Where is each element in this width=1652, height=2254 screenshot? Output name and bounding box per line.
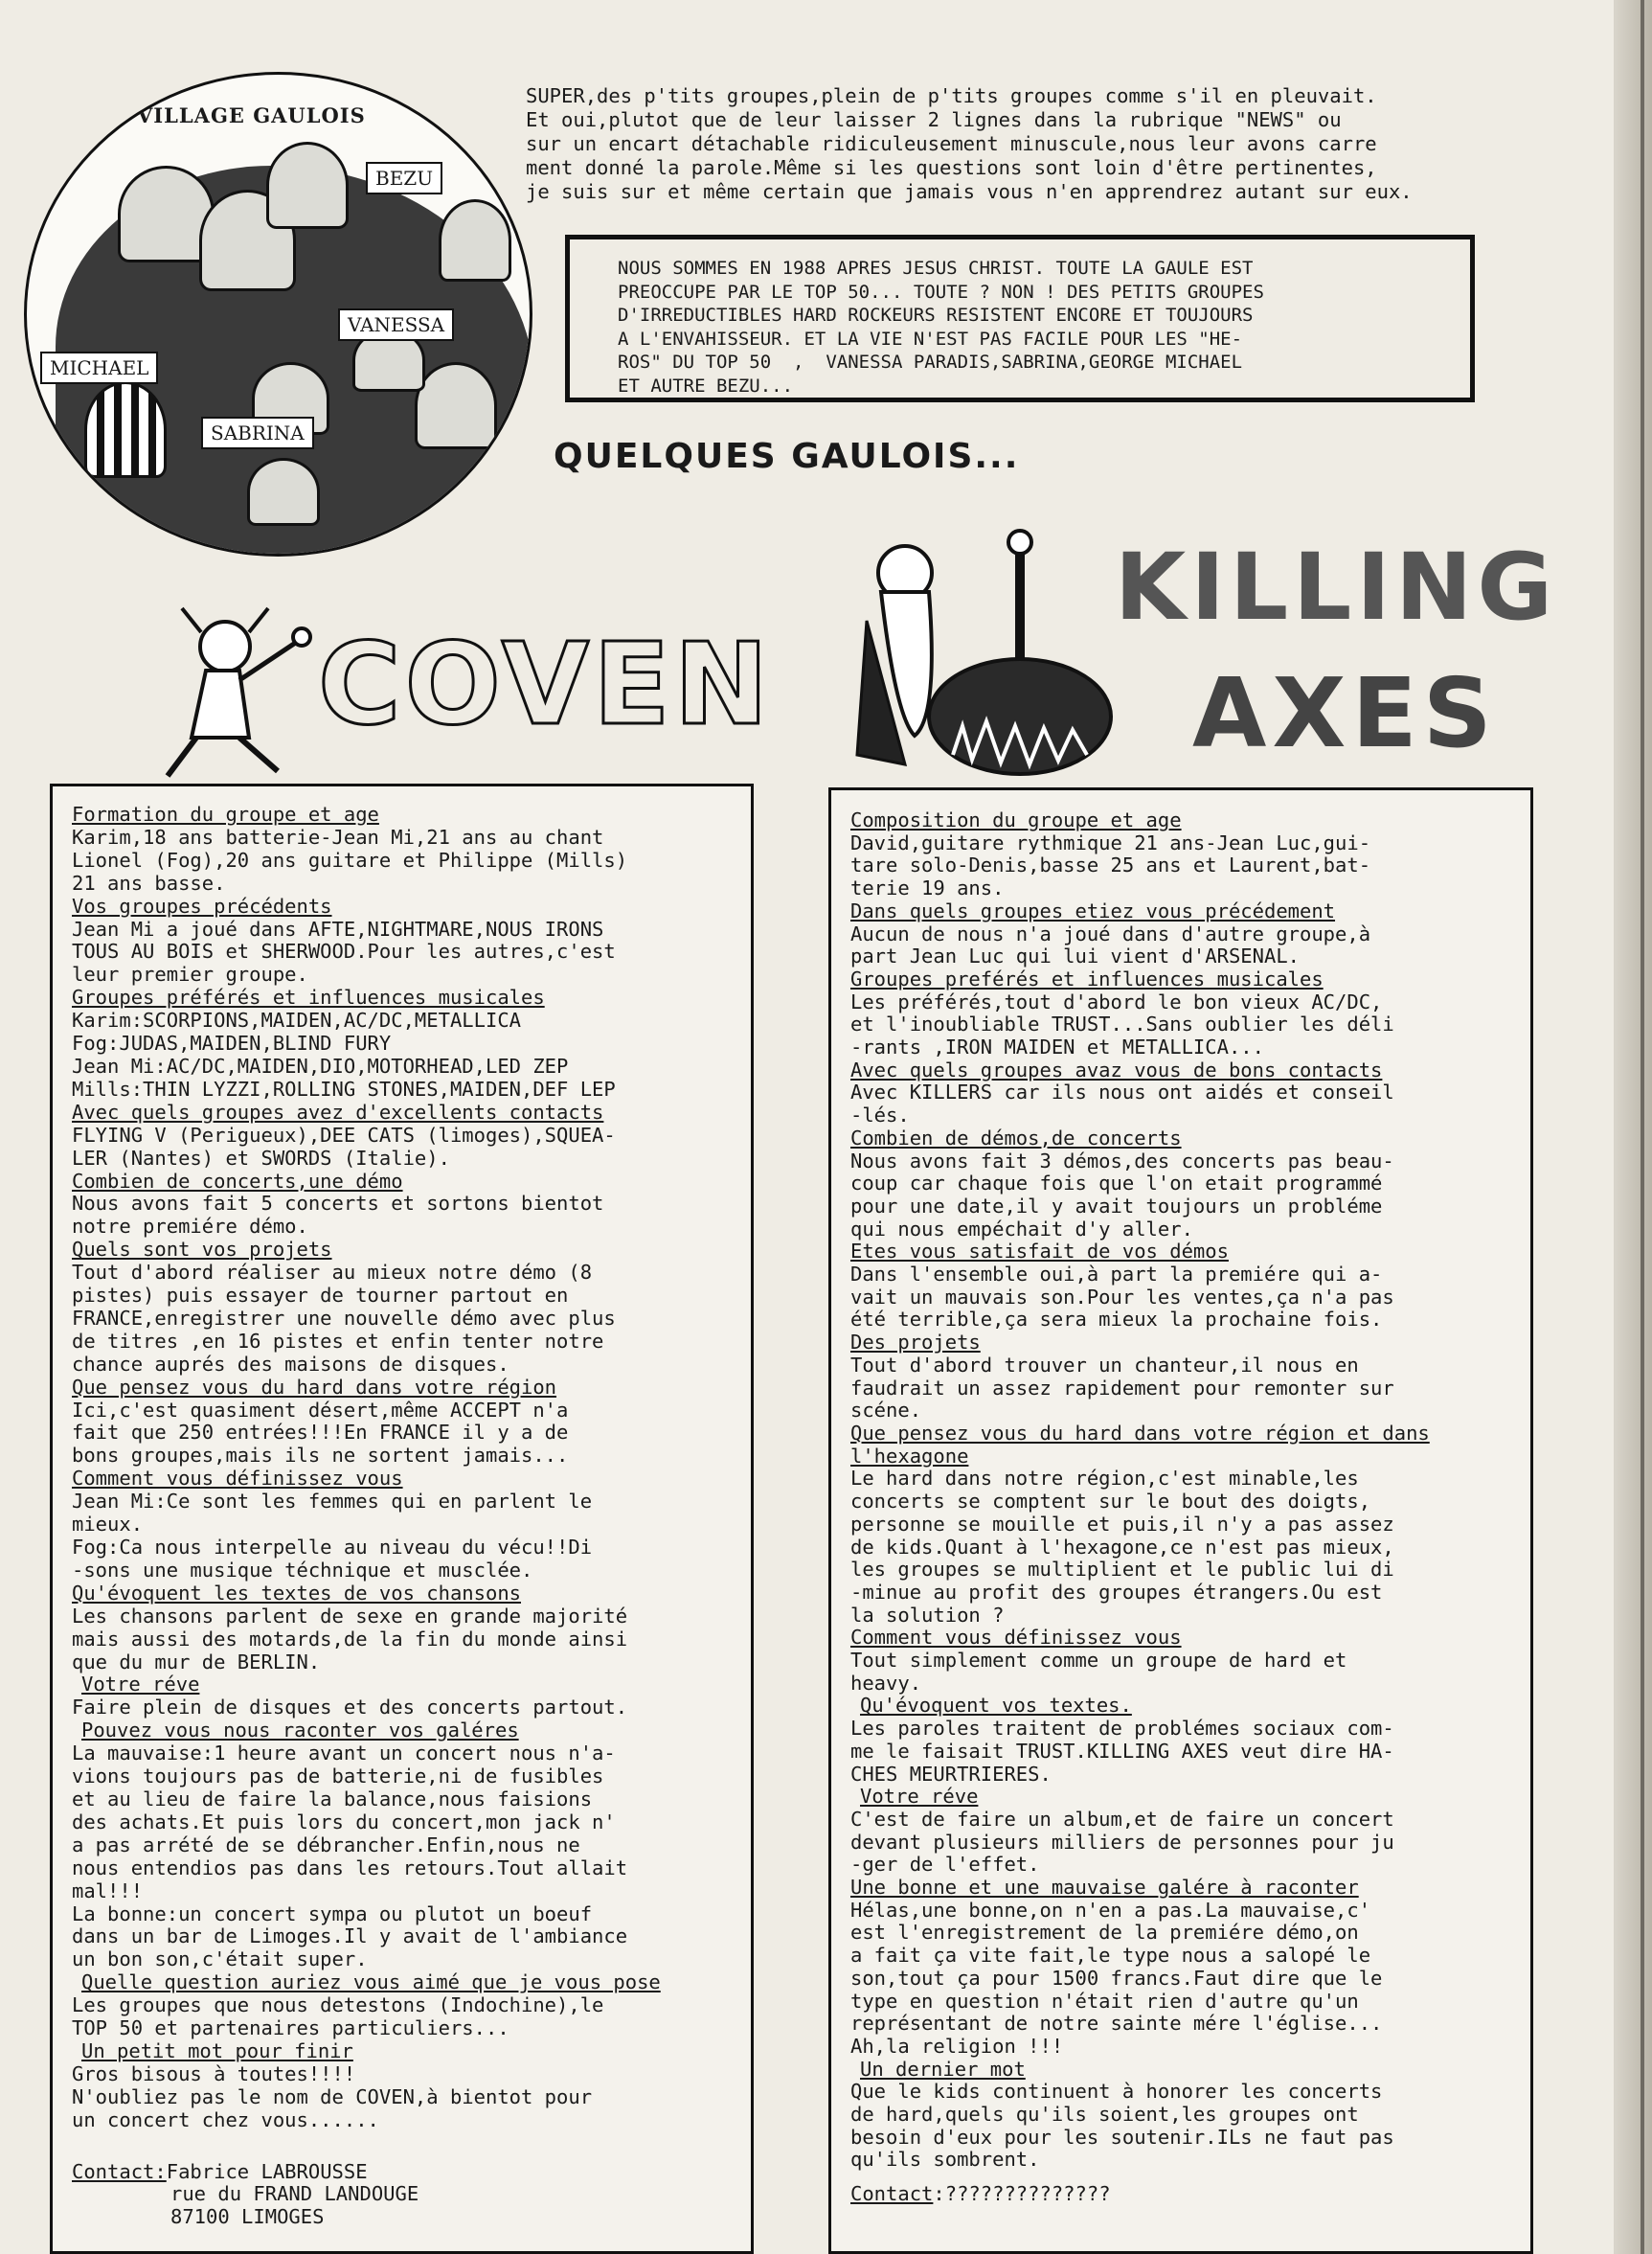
frame-line: PREOCCUPE PAR LE TOP 50... TOUTE ? NON ! DES PETITS GROUPES — [618, 281, 1264, 303]
interview-answer: Le hard dans notre région,c'est minable,les concerts se comptent sur le bout des doigts, personne se mouille et puis,il n'y a pas assez de kids.Quant à l'hexagone,ce n'est pas mieux, les groupes se multiplient et le public lui di -minue au profit des groupes étrangers.Ou est la solution ? — [850, 1467, 1394, 1627]
frame-line: ROS" DU TOP 50 , VANESSA PARADIS,SABRINA,GEORGE MICHAEL — [618, 352, 1243, 373]
page-edge-shadow — [1614, 0, 1652, 2254]
interview-question: Quelle question auriez vous aimé que je vous pose — [81, 1970, 661, 1994]
contact-address-line: rue du FRAND LANDOUGE — [170, 2182, 419, 2206]
village-label-michael: MICHAEL — [40, 352, 158, 384]
section-title: QUELQUES GAULOIS... — [554, 437, 1020, 476]
coven-interview-box — [50, 784, 754, 2254]
interview-answer: C'est de faire un album,et de faire un concert devant plusieurs milliers de personnes pour ju -ger de l'effet. — [850, 1807, 1394, 1877]
killing-axes-interview-box — [828, 787, 1533, 2254]
contact-address-line: 87100 LIMOGES — [170, 2205, 325, 2229]
interview-answer: Les paroles traitent de problémes sociaux com- me le faisait TRUST.KILLING AXES veut dire HA- CHES MEURTRIERES. — [850, 1717, 1394, 1786]
coven-logo: COVEN — [318, 618, 773, 750]
interview-answer: Hélas,une bonne,on n'en a pas.La mauvaise,c' est l'enregistrement de la premiére démo,on a fait ça vite fait,le type nous a salopé le son,tout ça pour 1500 francs.Faut dire que le type en question n'était rien d'autre qu'un représentant de notre sainte mére l'église... Ah,la religion !!! — [850, 1898, 1383, 2058]
interview-answer: Faire plein de disques et des concerts partout. — [72, 1696, 628, 1719]
interview-answer: Karim,18 ans batterie-Jean Mi,21 ans au chant Lionel (Fog),20 ans guitare et Philippe (Mills) 21 ans basse. — [72, 825, 628, 895]
interview-question: Dans quels groupes etiez vous précédement — [850, 899, 1336, 922]
page-edge-line — [1641, 0, 1644, 2254]
hut-shape — [439, 199, 511, 282]
frame-line: D'IRREDUCTIBLES HARD ROCKEURS RESISTENT ENCORE ET TOUJOURS — [618, 305, 1254, 326]
frame-line: A L'ENVAHISSEUR. ET LA VIE N'EST PAS FACILE POUR LES "HE- — [618, 328, 1243, 350]
intro-line: je suis sur et même certain que jamais vous n'en apprendrez autant sur eux. — [526, 180, 1413, 203]
druid-figure — [848, 525, 1125, 788]
intro-line: SUPER,des p'tits groupes,plein de p'tits groupes comme s'il en pleuvait. — [526, 84, 1377, 107]
killing-axes-contact — [850, 2183, 1519, 2206]
interview-answer: Que le kids continuent à honorer les concerts de hard,quels qu'ils soient,les groupes ont besoin d'eux pour les soutenir.ILs ne faut pas qu'ils sombrent. — [850, 2080, 1394, 2172]
axes-logo: AXES — [1192, 657, 1498, 769]
village-label-bezu: BEZU — [366, 162, 442, 194]
interview-answer: Jean Mi a joué dans AFTE,NIGHTMARE,NOUS IRONS TOUS AU BOIS et SHERWOOD.Pour les autres,c'est leur premier groupe. — [72, 917, 616, 987]
interview-answer: La mauvaise:1 heure avant un concert nous n'a- vions toujours pas de batterie,ni de fusibles et au lieu de faire la balance,nous faisions des achats.Et puis lors du concert,mon jack n' a pas arrété de se débrancher.Enfin,nous ne nous entendios pas dans les retours.Tout allait mal!!! La bonne:un concert sympa ou plutot un boeuf dans un bar de Limoges.Il y avait de l'ambiance un bon son,c'était super. — [72, 1742, 628, 1971]
village-label-vanessa: VANESSA — [338, 308, 454, 341]
hut-shape — [247, 458, 320, 526]
interview-question: Des projets — [850, 1331, 981, 1355]
interview-question: Avec quels groupes avez d'excellents contacts — [72, 1100, 604, 1124]
interview-question: Pouvez vous nous raconter vos galéres — [81, 1719, 519, 1742]
intro-line: Et oui,plutot que de leur laisser 2 lignes dans la rubrique "NEWS" ou — [526, 108, 1342, 131]
hut-shape — [84, 381, 167, 478]
contact-label: Contact: — [72, 2159, 167, 2183]
interview-question: Un petit mot pour finir — [81, 2038, 353, 2062]
interview-question: Quels sont vos projets — [72, 1238, 332, 1262]
contact-label: Contact — [850, 2182, 934, 2206]
interview-answer: Ici,c'est quasiment désert,même ACCEPT n'a fait que 250 entrées!!!En FRANCE il y a de bons groupes,mais ils ne sortent jamais... — [72, 1398, 569, 1468]
interview-answer: Karim:SCORPIONS,MAIDEN,AC/DC,METALLICA Fog:JUDAS,MAIDEN,BLIND FURY Jean Mi:AC/DC,MAIDEN,DIO,MOTORHEAD,LED ZEP Mills:THIN LYZZI,ROLLING STONES,MAIDEN,DEF LEP — [72, 1009, 616, 1101]
coven-interview-content — [72, 804, 739, 2229]
interview-answer: Les préférés,tout d'abord le bon vieux AC/DC, et l'inoubliable TRUST...Sans oublier les déli -rants ,IRON MAIDEN et METALLICA... — [850, 990, 1394, 1059]
village-title: VILLAGE GAULOIS — [137, 103, 366, 127]
interview-question: Votre réve — [81, 1673, 200, 1696]
interview-question: Combien de démos,de concerts — [850, 1126, 1182, 1150]
interview-question: Qu'évoquent vos textes. — [860, 1694, 1132, 1718]
interview-question: Votre réve — [860, 1785, 979, 1809]
interview-question: Qu'évoquent les textes de vos chansons — [72, 1581, 521, 1605]
interview-question: Composition du groupe et age — [850, 808, 1182, 831]
hut-shape — [266, 142, 349, 229]
hut-shape — [415, 362, 497, 449]
interview-answer: FLYING V (Perigueux),DEE CATS (limoges),SQUEA- LER (Nantes) et SWORDS (Italie). — [72, 1123, 616, 1170]
interview-question: Groupes preférés et influences musicales — [850, 967, 1324, 990]
interview-question: Formation du groupe et age — [72, 803, 379, 826]
contact-value: :?????????????? — [933, 2182, 1111, 2206]
interview-answer: Avec KILLERS car ils nous ont aidés et conseil -lés. — [850, 1081, 1394, 1127]
interview-answer: Nous avons fait 3 démos,des concerts pas beau- coup car chaque fois que l'on etait programmé pour une date,il y avait toujours un probléme qui nous empéchait d'y aller. — [850, 1149, 1394, 1241]
contact-name: Fabrice LABROUSSE — [166, 2159, 368, 2183]
interview-question: Un dernier mot — [860, 2057, 1026, 2081]
gaul-warrior-figure — [134, 603, 316, 785]
interview-question: Une bonne et une mauvaise galére à raconter — [850, 1876, 1359, 1900]
interview-answer: Dans l'ensemble oui,à part la premiére qui a- vait un mauvais son.Pour les ventes,ça n'a pas été terrible,ça sera mieux la prochaine fois. — [850, 1263, 1394, 1332]
interview-answer: Tout d'abord réaliser au mieux notre démo (8 pistes) puis essayer de tourner partout en FRANCE,enregistrer une nouvelle démo avec plus de titres ,en 16 pistes et enfin tenter notre chance auprés des maisons de disques. — [72, 1261, 616, 1376]
intro-frame — [565, 235, 1475, 402]
interview-answer: Nous avons fait 5 concerts et sortons bientot notre premiére démo. — [72, 1192, 604, 1239]
interview-question: Combien de concerts,une démo — [72, 1169, 403, 1193]
interview-answer: Gros bisous à toutes!!!! N'oubliez pas le nom de COVEN,à bientot pour un concert chez vous...... — [72, 2061, 593, 2131]
interview-question: Que pensez vous du hard dans votre région et dans l'hexagone — [850, 1421, 1430, 1468]
killing-axes-interview-content — [850, 809, 1519, 2206]
interview-question: Comment vous définissez vous — [850, 1626, 1182, 1650]
frame-line: ET AUTRE BEZU... — [618, 375, 794, 397]
intro-line: sur un encart détachable ridiculeusement minuscule,nous leur avons carre — [526, 132, 1377, 155]
intro-paragraph — [526, 84, 1560, 204]
interview-question: Comment vous définissez vous — [72, 1467, 403, 1491]
interview-question: Vos groupes précédents — [72, 894, 332, 918]
village-label-sabrina: SABRINA — [201, 417, 314, 449]
frame-line: NOUS SOMMES EN 1988 APRES JESUS CHRIST. TOUTE LA GAULE EST — [618, 258, 1254, 279]
interview-question: Etes vous satisfait de vos démos — [850, 1240, 1229, 1264]
interview-answer: Jean Mi:Ce sont les femmes qui en parlent le mieux. Fog:Ca nous interpelle au niveau du vécu!!Di -sons une musique téchnique et musclée. — [72, 1490, 593, 1582]
killing-logo: KILLING — [1114, 534, 1558, 641]
interview-question: Que pensez vous du hard dans votre région — [72, 1375, 557, 1399]
interview-answer: Tout simplement comme un groupe de hard et heavy. — [850, 1649, 1347, 1695]
coven-contact — [72, 2161, 739, 2230]
village-disc — [24, 72, 532, 557]
interview-answer: Tout d'abord trouver un chanteur,il nous en faudrait un assez rapidement pour remonter sur scéne. — [850, 1353, 1394, 1423]
interview-answer: Les chansons parlent de sexe en grande majorité mais aussi des motards,de la fin du monde ainsi que du mur de BERLIN. — [72, 1604, 628, 1673]
interview-answer: Aucun de nous n'a joué dans d'autre groupe,à part Jean Luc qui lui vient d'ARSENAL. — [850, 922, 1371, 968]
intro-line: ment donné la parole.Même si les questions sont loin d'être pertinentes, — [526, 156, 1377, 179]
interview-question: Groupes préférés et influences musicales — [72, 986, 545, 1010]
interview-answer: David,guitare rythmique 21 ans-Jean Luc,gui- tare solo-Denis,basse 25 ans et Laurent,bat- terie 19 ans. — [850, 831, 1371, 900]
interview-answer: Les groupes que nous detestons (Indochine),le TOP 50 et partenaires particuliers... — [72, 1993, 604, 2040]
village-illustration — [24, 72, 527, 551]
frame-text — [618, 257, 1441, 398]
interview-question: Avec quels groupes avaz vous de bons contacts — [850, 1058, 1383, 1081]
